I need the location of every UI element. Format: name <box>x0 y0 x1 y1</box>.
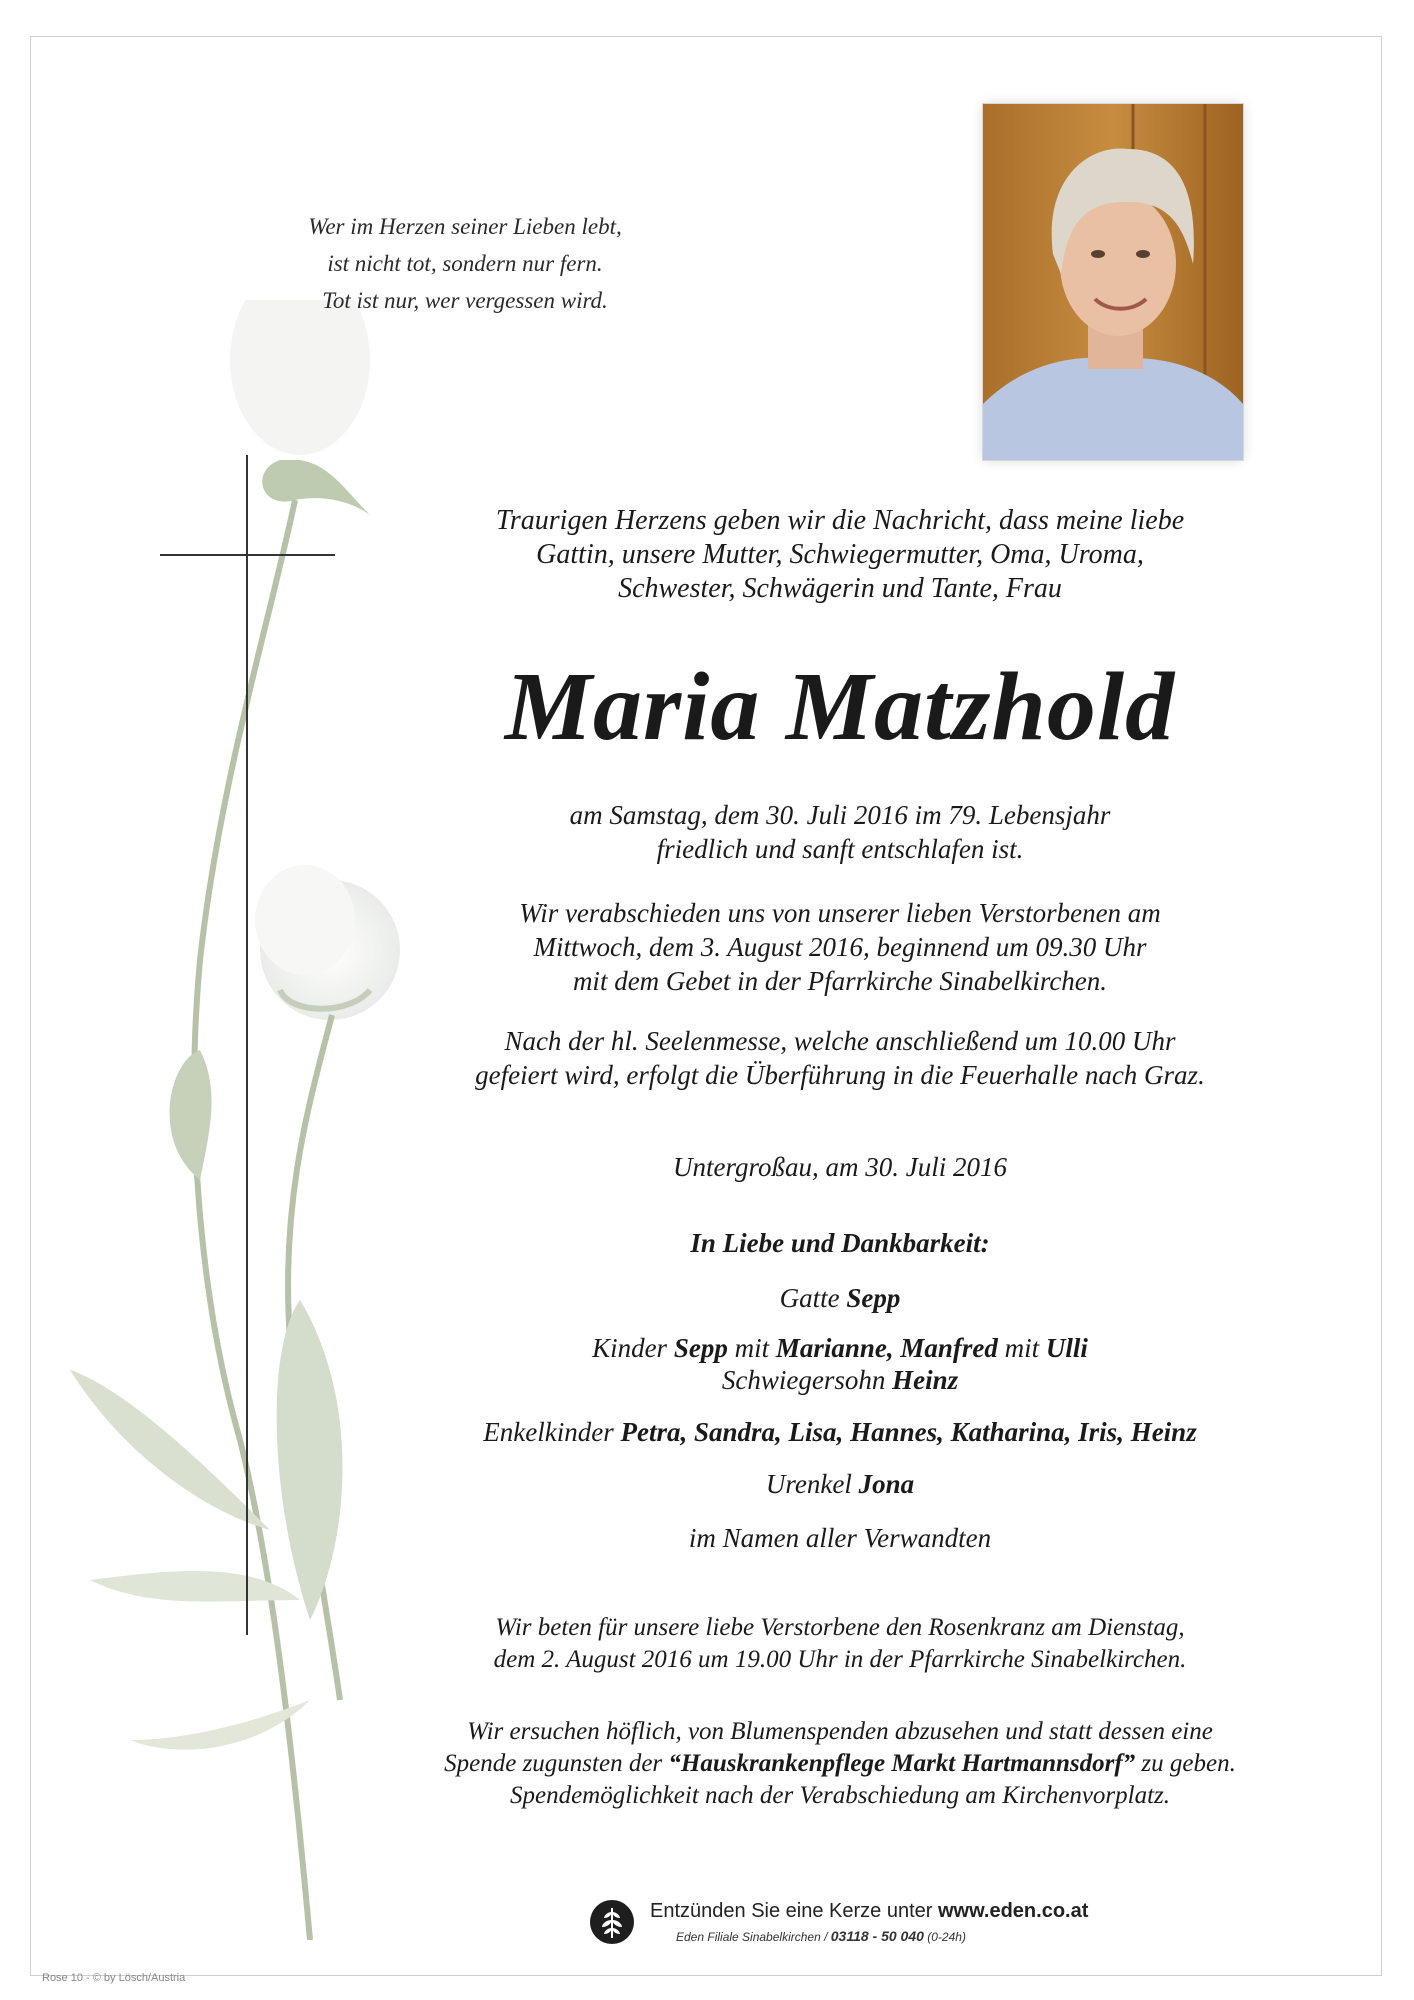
soninlaw-name: Heinz <box>892 1365 959 1395</box>
children-prefix: Kinder <box>592 1333 668 1363</box>
announcement-intro <box>390 504 1290 606</box>
family-relatives: im Namen aller Verwandten <box>688 1523 992 1553</box>
image-credit: Rose 10 - © by Lösch/Austria <box>42 1972 186 1984</box>
with-1: mit <box>734 1333 770 1363</box>
donation-info <box>360 1716 1320 1812</box>
footer-candle-line <box>650 1900 1088 1923</box>
partner-name-2: Ulli <box>1045 1333 1088 1363</box>
farewell-line-2: Mittwoch, dem 3. August 2016, beginnend um 09.30 Uhr <box>533 932 1147 962</box>
grandchild-name: Iris <box>1078 1417 1118 1447</box>
donation-line-1: Wir ersuchen höflich, von Blumenspenden abzusehen und statt dessen eine <box>467 1718 1213 1745</box>
donation-organization: “Hauskrankenpflege Markt Hartmannsdorf” <box>668 1750 1136 1777</box>
grandchild-name: Katharina <box>950 1417 1065 1447</box>
motto-line-1: Wer im Herzen seiner Lieben lebt, <box>308 214 622 239</box>
donation-line-3: Spendemöglichkeit nach der Verabschiedung am Kirchenvorplatz. <box>509 1782 1171 1809</box>
child-name-2: Manfred <box>900 1333 998 1363</box>
grandchild-name: Heinz <box>1130 1417 1197 1447</box>
footer <box>590 1896 1110 1952</box>
farewell-line-1: Wir verabschieden uns von unserer lieben Verstorbenen am <box>519 898 1161 928</box>
grandchild-name: Petra <box>620 1417 681 1447</box>
donation-line-2-post: zu geben. <box>1141 1750 1236 1777</box>
website-link[interactable]: www.eden.co.at <box>937 1900 1089 1922</box>
child-name-1: Sepp <box>673 1333 728 1363</box>
family-grandchildren: Enkelkinder Petra, Sandra, Lisa, Hannes, Katharina, Iris, Heinz <box>483 1417 1197 1447</box>
spouse-name: Sepp <box>846 1283 901 1313</box>
branch-name: Eden Filiale Sinabelkirchen / <box>676 1930 828 1944</box>
death-info <box>390 798 1290 866</box>
motto-line-2: ist nicht tot, sondern nur fern. <box>327 251 603 276</box>
grandchildren-prefix: Enkelkinder <box>483 1417 614 1447</box>
mass-line-2: gefeiert wird, erfolgt die Überführung in die Feuerhalle nach Graz. <box>475 1060 1205 1090</box>
deceased-name: Maria Matzhold <box>504 653 1176 761</box>
grandchild-name: Sandra <box>694 1417 776 1447</box>
rosary-info <box>390 1612 1290 1676</box>
family-children: Kinder Sepp mit Marianne, Manfred mit Ulli Schwiegersohn Heinz <box>592 1333 1088 1395</box>
rose-cross-illustration <box>50 300 410 1980</box>
candle-text: Entzünden Sie eine Kerze unter <box>650 1900 933 1922</box>
farewell-line-3: mit dem Gebet in der Pfarrkirche Sinabelkirchen. <box>572 966 1108 996</box>
place-date: Untergroßau, am 30. Juli 2016 <box>673 1152 1007 1182</box>
motto <box>170 208 760 319</box>
grandchild-name: Hannes <box>850 1417 938 1447</box>
intro-line-1: Traurigen Herzens geben wir die Nachricht, dass meine liebe <box>495 505 1185 536</box>
family-spouse <box>390 1282 1290 1314</box>
partner-name-1: Marianne <box>775 1333 887 1363</box>
motto-line-3: Tot ist nur, wer vergessen wird. <box>322 288 608 313</box>
rosary-line-1: Wir beten für unsere liebe Verstorbene den Rosenkranz am Dienstag, <box>495 1614 1185 1641</box>
phone-number: 03118 - 50 040 <box>830 1928 924 1944</box>
grandchild-name: Lisa <box>788 1417 837 1447</box>
family-greatgrandchildren <box>390 1468 1290 1500</box>
with-2: mit <box>1004 1333 1040 1363</box>
donation-line-2-pre: Spende zugunsten der <box>444 1750 663 1777</box>
donation-line-2 <box>360 1748 1320 1780</box>
death-line-1: am Samstag, dem 30. Juli 2016 im 79. Lebensjahr <box>569 800 1111 830</box>
eden-leaf-logo-icon <box>590 1900 634 1944</box>
intro-line-3: Schwester, Schwägerin und Tante, Frau <box>618 573 1062 604</box>
death-line-2: friedlich und sanft entschlafen ist. <box>656 834 1024 864</box>
phone-hours: (0-24h) <box>927 1930 966 1944</box>
spouse-prefix: Gatte <box>779 1283 840 1313</box>
mass-line-1: Nach der hl. Seelenmesse, welche anschließend um 10.00 Uhr <box>504 1026 1176 1056</box>
gratitude-heading: In Liebe und Dankbarkeit: <box>690 1228 990 1258</box>
mass-info <box>390 1024 1290 1092</box>
intro-line-2: Gattin, unsere Mutter, Schwiegermutter, Oma, Uroma, <box>536 539 1144 570</box>
greatgrand-name: Jona <box>858 1469 915 1499</box>
greatgrand-prefix: Urenkel <box>765 1469 852 1499</box>
rosary-line-2: dem 2. August 2016 um 19.00 Uhr in der Pfarrkirche Sinabelkirchen. <box>493 1646 1187 1673</box>
portrait-photo <box>983 104 1243 460</box>
farewell-info <box>390 896 1290 998</box>
footer-contact-line <box>676 1928 966 1944</box>
soninlaw-prefix: Schwiegersohn <box>721 1365 886 1395</box>
